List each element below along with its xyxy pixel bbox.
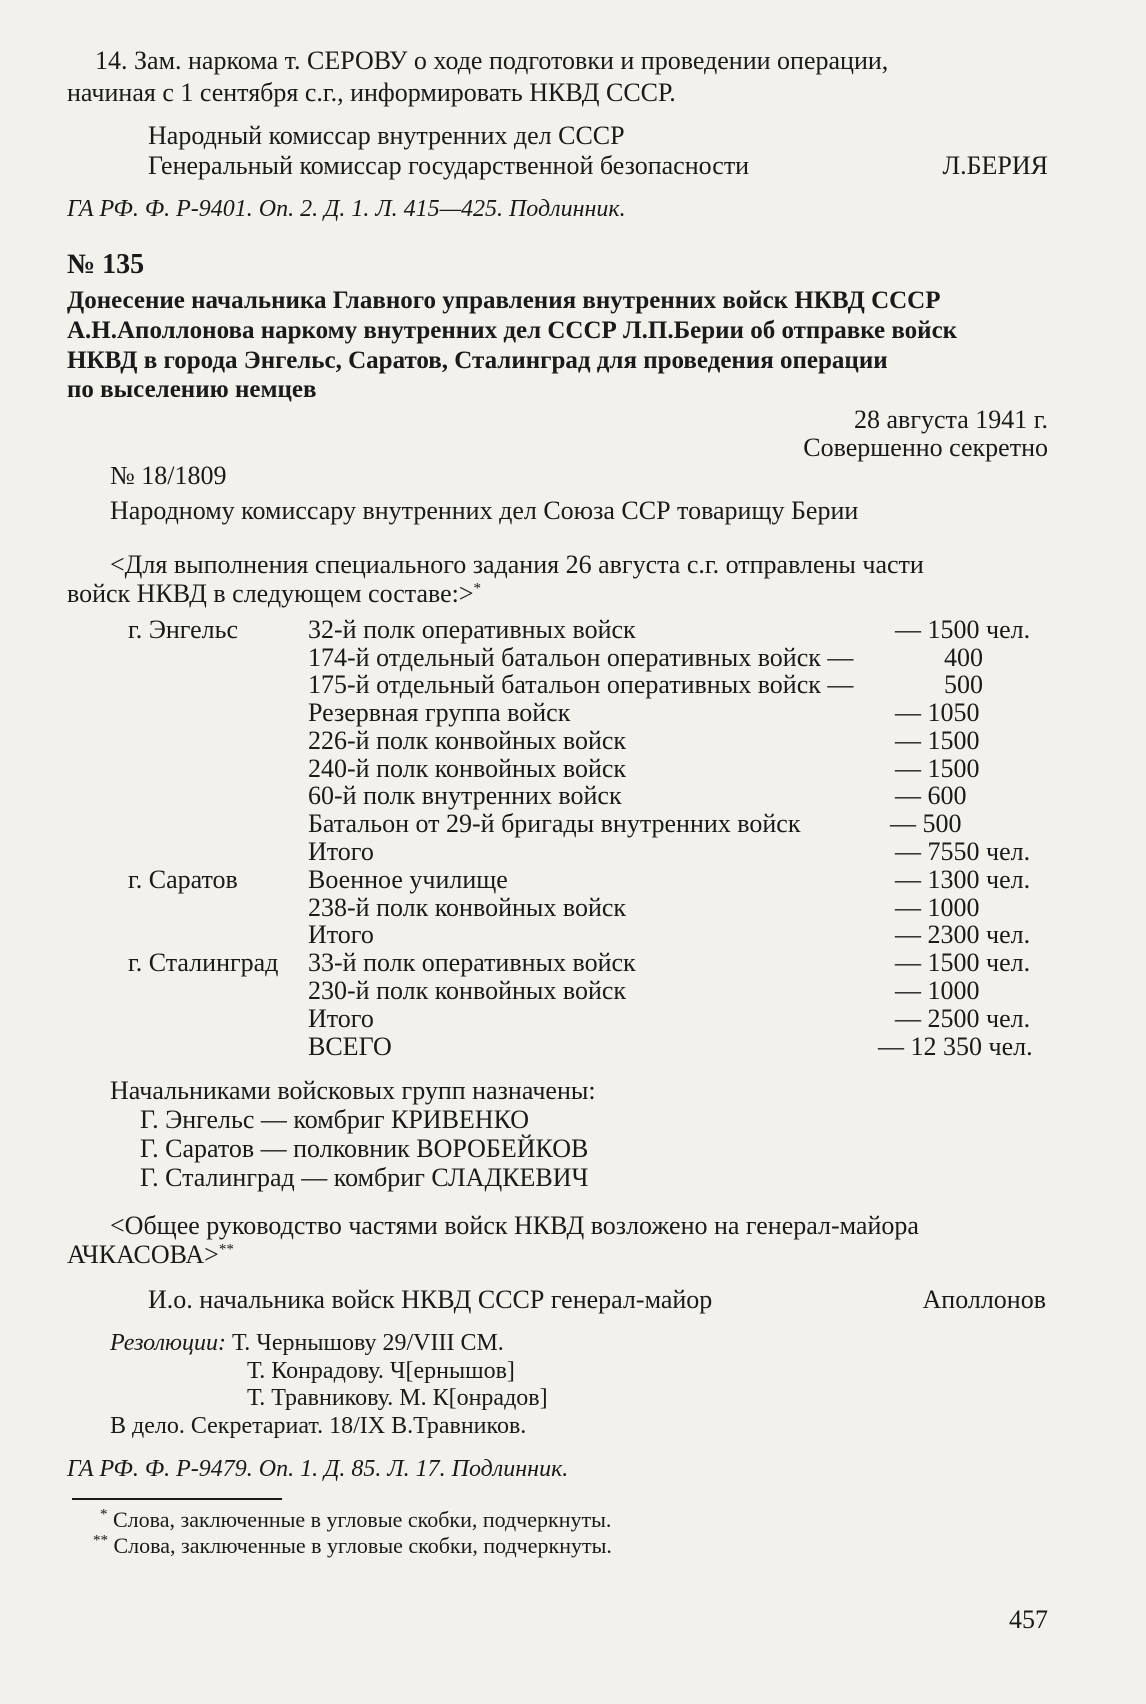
unit-row: 238-й полк конвойных войск	[308, 893, 627, 922]
signature-title-2: Генеральный комиссар государственной безопасности	[148, 151, 750, 180]
value-cell: 400	[944, 643, 983, 672]
value-cell: — 1500	[895, 754, 980, 783]
resolution-line: Т. Травникову. М. К[онрадов]	[247, 1385, 548, 1411]
value-cell: — 600	[895, 781, 967, 810]
general-command-line-2-text: АЧКАСОВА>	[67, 1240, 219, 1269]
footnote-1-text: Слова, заключенные в угловые скобки, подчеркнуты.	[113, 1507, 612, 1532]
footnote-mark-1: *	[473, 580, 482, 597]
document-number: № 135	[67, 249, 145, 280]
commander-line: Г. Энгельс — комбриг КРИВЕНКО	[140, 1105, 530, 1134]
heading-line-4: по выселению немцев	[67, 376, 317, 403]
unit-row: 240-й полк конвойных войск	[308, 754, 627, 783]
unit-row-grand-total: ВСЕГО	[308, 1032, 392, 1061]
unit-row: 226-й полк конвойных войск	[308, 726, 627, 755]
item-14-line-1: 14. Зам. наркома т. СЕРОВУ о ходе подготовки и проведении операции,	[95, 46, 889, 75]
signature-name-apollonov: Аполлонов	[922, 1285, 1046, 1314]
document-date: 28 августа 1941 г.	[854, 405, 1048, 434]
heading-line-1: Донесение начальника Главного управления внутренних войск НКВД СССР	[67, 287, 941, 314]
commander-line: Г. Сталинград — комбриг СЛАДКЕВИЧ	[140, 1163, 589, 1192]
city-engels: г. Энгельс	[128, 615, 239, 644]
unit-row: 175-й отдельный батальон оперативных войск —	[308, 670, 854, 699]
unit-row: 32-й полк оперативных войск	[308, 615, 636, 644]
value-cell-grand-total: — 12 350 чел.	[878, 1032, 1033, 1061]
unit-row: Батальон от 29-й бригады внутренних войск	[308, 809, 801, 838]
footnote-2-mark: **	[93, 1532, 108, 1549]
commander-line: Г. Саратов — полковник ВОРОБЕЙКОВ	[140, 1134, 589, 1163]
value-cell: — 1000	[895, 893, 980, 922]
value-cell: — 1500	[895, 726, 980, 755]
unit-row: 33-й полк оперативных войск	[308, 948, 636, 977]
unit-row: 174-й отдельный батальон оперативных войск —	[308, 643, 854, 672]
unit-row-total: Итого	[308, 837, 374, 866]
city-saratov: г. Саратов	[128, 865, 238, 894]
page-number: 457	[1009, 1605, 1048, 1634]
footnote-rule	[72, 1498, 282, 1500]
value-cell: 500	[944, 670, 983, 699]
unit-row: 230-й полк конвойных войск	[308, 976, 627, 1005]
classification: Совершенно секретно	[803, 433, 1048, 462]
city-stalingrad: г. Сталинград	[128, 948, 279, 977]
unit-row: 60-й полк внутренних войск	[308, 781, 622, 810]
intro-line-1: <Для выполнения специального задания 26 августа с.г. отправлены части	[110, 550, 924, 579]
unit-row: Военное училище	[308, 865, 508, 894]
footnote-mark-2: **	[218, 1241, 234, 1258]
signature-title-1: Народный комиссар внутренних дел СССР	[148, 121, 625, 150]
unit-row-total: Итого	[308, 1004, 374, 1033]
general-command-line-1: <Общее руководство частями войск НКВД возложено на генерал-майора	[110, 1211, 919, 1240]
resolution-line: В дело. Секретариат. 18/IX В.Травников.	[110, 1413, 527, 1439]
archive-reference-2: ГА РФ. Ф. Р-9479. Оп. 1. Д. 85. Л. 17. Подлинник.	[67, 1456, 569, 1482]
heading-line-2: А.Н.Аполлонова наркому внутренних дел СССР Л.П.Берии об отправке войск	[67, 317, 958, 344]
value-cell-total: — 7550 чел.	[895, 837, 1031, 866]
footnote-1	[100, 1507, 611, 1533]
addressee: Народному комиссару внутренних дел Союза ССР товарищу Берии	[110, 496, 859, 525]
signature-name-beria: Л.БЕРИЯ	[942, 151, 1048, 180]
footnote-1-mark: *	[100, 1506, 108, 1523]
resolutions-label: Резолюции:	[110, 1330, 226, 1356]
value-cell: — 500	[890, 809, 962, 838]
value-cell: — 1000	[895, 976, 980, 1005]
registration-number: № 18/1809	[110, 461, 227, 490]
value-cell: — 1500 чел.	[895, 948, 1031, 977]
footnote-2	[93, 1533, 612, 1559]
value-cell-total: — 2500 чел.	[895, 1004, 1031, 1033]
footnote-2-text: Слова, заключенные в угловые скобки, подчеркнуты.	[113, 1533, 612, 1558]
item-14-line-2: начиная с 1 сентября с.г., информировать НКВД СССР.	[67, 78, 676, 107]
commanders-intro: Начальниками войсковых групп назначены:	[110, 1076, 596, 1105]
resolution-line: Т. Конрадову. Ч[ернышов]	[247, 1358, 515, 1384]
resolution-line: Т. Чернышову 29/VIII СМ.	[232, 1330, 504, 1356]
heading-line-3: НКВД в города Энгельс, Саратов, Сталинград для проведения операции	[67, 347, 888, 374]
unit-row: Резервная группа войск	[308, 698, 571, 727]
value-cell: — 1500 чел.	[895, 615, 1031, 644]
archive-reference-1: ГА РФ. Ф. Р-9401. Оп. 2. Д. 1. Л. 415—425. Подлинник.	[67, 196, 626, 222]
intro-line-2-text: войск НКВД в следующем составе:>	[67, 579, 474, 608]
intro-line-2	[67, 579, 481, 609]
unit-row-total: Итого	[308, 920, 374, 949]
value-cell: — 1300 чел.	[895, 865, 1031, 894]
value-cell-total: — 2300 чел.	[895, 920, 1031, 949]
general-command-line-2	[67, 1240, 234, 1270]
signature-title: И.о. начальника войск НКВД СССР генерал-майор	[148, 1285, 713, 1314]
value-cell: — 1050	[895, 698, 980, 727]
